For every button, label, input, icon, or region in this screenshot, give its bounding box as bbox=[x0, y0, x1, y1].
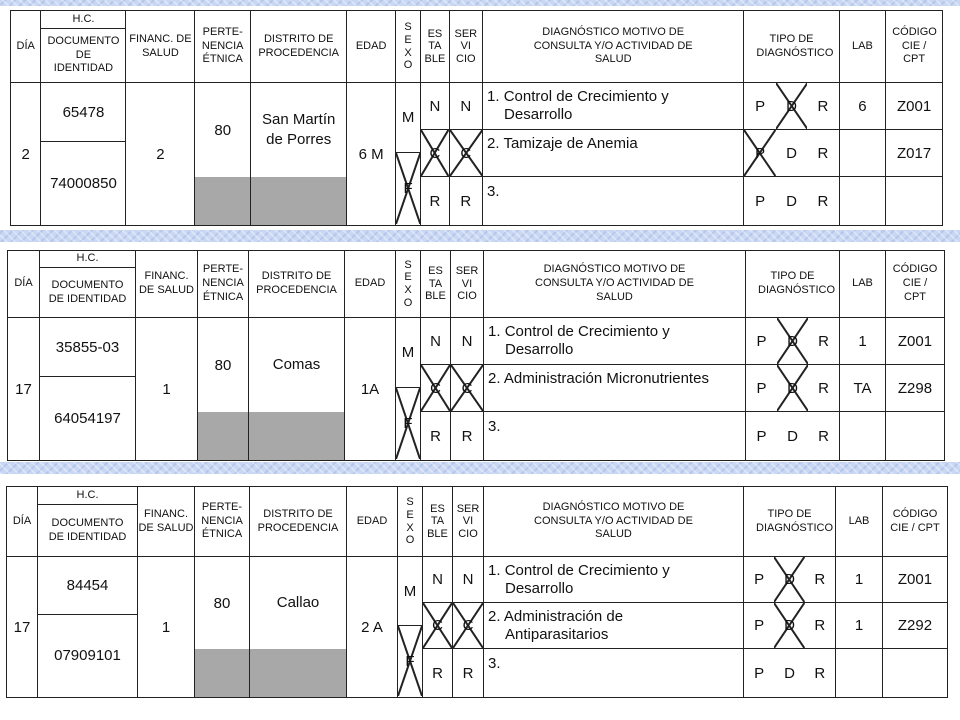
shaded-cell bbox=[195, 177, 250, 225]
header-servicio-part: SER bbox=[455, 265, 479, 278]
cell-codigo[interactable]: Z001 bbox=[886, 318, 945, 365]
estable-value: C bbox=[432, 617, 443, 634]
header-estable-part: BLE bbox=[424, 52, 446, 65]
header-diagnostico bbox=[484, 251, 746, 318]
header-servicio-part: SER bbox=[456, 502, 480, 515]
tipo-d-label: D bbox=[784, 571, 795, 588]
cell-servicio[interactable] bbox=[449, 130, 482, 177]
tipo-r[interactable] bbox=[808, 365, 839, 411]
tipo-p-label: P bbox=[756, 379, 767, 397]
estable-value: N bbox=[430, 332, 441, 350]
header-sexo-letter: E bbox=[404, 271, 412, 284]
tipo-r-label: R bbox=[814, 617, 826, 634]
cell-estable[interactable] bbox=[423, 603, 453, 649]
cell-codigo[interactable]: Z001 bbox=[883, 557, 948, 603]
cell-servicio[interactable] bbox=[449, 83, 482, 130]
header-estable-part: BLE bbox=[425, 290, 446, 303]
cell-servicio[interactable] bbox=[453, 649, 484, 698]
tipo-r[interactable] bbox=[807, 130, 838, 176]
tipo-d-label: D bbox=[784, 617, 795, 634]
diag-line1: Tamizaje de Anemia bbox=[503, 135, 638, 152]
tipo-d[interactable] bbox=[776, 83, 807, 129]
diag-number: 3. bbox=[488, 655, 501, 672]
tipo-p[interactable] bbox=[744, 649, 774, 697]
cell-financ[interactable]: 2 bbox=[126, 83, 195, 226]
distrito-value[interactable]: Comas bbox=[272, 355, 321, 373]
estable-value: R bbox=[429, 192, 441, 210]
header-sexo-letter: E bbox=[404, 33, 412, 46]
header-distrito: DISTRITO DE PROCEDENCIA bbox=[250, 487, 347, 557]
sexo-f-label: F bbox=[403, 415, 413, 432]
tipo-d-label: D bbox=[787, 332, 798, 350]
header-estable bbox=[421, 251, 451, 318]
distrito-value[interactable]: Callao bbox=[276, 593, 320, 611]
sexo-f[interactable] bbox=[396, 388, 420, 459]
header-sexo-letter: S bbox=[404, 21, 412, 34]
cell-hc-documento[interactable] bbox=[40, 318, 136, 461]
pertenencia-value[interactable]: 80 bbox=[214, 356, 232, 374]
cell-pertenencia[interactable] bbox=[195, 83, 251, 226]
tipo-d[interactable] bbox=[774, 649, 804, 697]
sexo-f[interactable] bbox=[398, 626, 422, 696]
header-lab: LAB bbox=[836, 487, 883, 557]
tipo-r-label: R bbox=[817, 144, 829, 162]
header-tipo-text: TIPO DE DIAGNÓSTICO bbox=[758, 270, 836, 296]
tipo-r-label: R bbox=[814, 664, 826, 682]
cell-documento[interactable]: 74000850 bbox=[50, 174, 117, 192]
header-tipo bbox=[744, 11, 839, 83]
tipo-p[interactable] bbox=[746, 412, 777, 460]
cell-lab[interactable] bbox=[836, 649, 883, 698]
tipo-d[interactable] bbox=[776, 130, 807, 176]
estable-value: C bbox=[429, 144, 441, 162]
header-sexo-letter: S bbox=[406, 496, 414, 509]
cell-diagnostico[interactable] bbox=[484, 649, 744, 698]
header-tipo bbox=[746, 251, 840, 318]
cell-lab[interactable]: TA bbox=[840, 365, 886, 412]
header-estable-part: TA bbox=[428, 277, 443, 290]
tipo-d[interactable] bbox=[776, 177, 807, 225]
header-hc: H.C. bbox=[41, 11, 126, 29]
pertenencia-value[interactable]: 80 bbox=[214, 121, 232, 139]
diag-line1: Control de Crecimiento y bbox=[504, 323, 670, 340]
header-diagnostico-text: DIAGNÓSTICO MOTIVO DE CONSULTA Y/O ACTIVIDAD DE SALUD bbox=[535, 263, 694, 303]
diagnosis-row bbox=[11, 83, 943, 130]
header-estable-part: ES bbox=[427, 27, 443, 40]
cell-servicio[interactable] bbox=[451, 412, 484, 461]
diag-number: 3. bbox=[487, 183, 500, 200]
cell-lab[interactable] bbox=[840, 412, 886, 461]
servicio-value: N bbox=[460, 97, 472, 115]
header-estable bbox=[423, 487, 453, 557]
estable-value: R bbox=[430, 427, 441, 445]
cell-distrito[interactable] bbox=[249, 318, 345, 461]
header-estable-part: ES bbox=[430, 502, 445, 515]
cell-codigo[interactable]: Z017 bbox=[886, 130, 943, 177]
cell-servicio[interactable] bbox=[449, 177, 482, 226]
header-tipo bbox=[744, 487, 836, 557]
servicio-value: N bbox=[461, 332, 473, 350]
diag-number: 2. bbox=[488, 370, 501, 387]
diag-line1: Administración Micronutrientes bbox=[503, 370, 709, 387]
sexo-f-label: F bbox=[405, 652, 415, 670]
header-documento-text: DOCUMENTO DE IDENTIDAD bbox=[47, 34, 120, 75]
header-documento bbox=[40, 268, 136, 318]
tipo-r[interactable] bbox=[807, 177, 838, 225]
header-sexo bbox=[395, 11, 420, 83]
tipo-r[interactable] bbox=[807, 83, 838, 129]
cell-tipo-diagnostico[interactable] bbox=[744, 130, 839, 177]
header-sexo-letter: O bbox=[403, 59, 413, 72]
cell-diagnostico[interactable] bbox=[484, 365, 746, 412]
header-estable-part: TA bbox=[428, 40, 442, 53]
tipo-r-label: R bbox=[818, 332, 829, 350]
header-lab: LAB bbox=[839, 11, 886, 83]
header-tipo-text: TIPO DE DIAGNÓSTICO bbox=[756, 32, 834, 59]
cell-tipo-diagnostico[interactable] bbox=[746, 318, 840, 365]
header-hc: H.C. bbox=[40, 251, 136, 268]
cell-diagnostico[interactable] bbox=[484, 318, 746, 365]
header-pertenencia: PERTE-NENCIA ÉTNICA bbox=[195, 487, 250, 557]
distrito-value[interactable]: San Martín de Porres bbox=[261, 110, 336, 148]
header-servicio bbox=[451, 251, 484, 318]
cell-tipo-diagnostico[interactable] bbox=[744, 557, 836, 603]
header-documento-text: DOCUMENTO DE IDENTIDAD bbox=[48, 278, 127, 305]
cell-dia[interactable]: 2 bbox=[11, 83, 41, 226]
diag-line1: Administración de bbox=[503, 607, 624, 625]
header-distrito: DISTRITO DE PROCEDENCIA bbox=[249, 251, 345, 318]
cell-estable[interactable] bbox=[421, 177, 449, 226]
tipo-d[interactable] bbox=[777, 318, 808, 364]
servicio-value: R bbox=[462, 664, 474, 682]
tipo-p[interactable] bbox=[744, 557, 774, 602]
estable-value: R bbox=[432, 664, 443, 682]
cell-hc-documento[interactable] bbox=[41, 83, 126, 226]
tipo-p-label: P bbox=[754, 571, 765, 588]
cell-distrito[interactable] bbox=[251, 83, 347, 226]
sexo-m[interactable]: M bbox=[398, 557, 422, 626]
header-pertenencia: PERTE-NENCIA ÉTNICA bbox=[195, 11, 251, 83]
header-codigo-text: CÓDIGO CIE / CPT bbox=[890, 507, 940, 534]
header-documento bbox=[41, 29, 126, 83]
tipo-r[interactable] bbox=[808, 318, 839, 364]
diag-line2: Desarrollo bbox=[505, 341, 574, 358]
diag-number: 2. bbox=[487, 135, 500, 152]
cell-dia[interactable]: 17 bbox=[8, 318, 40, 461]
header-hc: H.C. bbox=[38, 487, 138, 505]
cell-tipo-diagnostico[interactable] bbox=[744, 177, 839, 226]
cell-codigo[interactable] bbox=[883, 649, 948, 698]
header-codigo bbox=[886, 11, 943, 83]
header-dia: DÍA bbox=[7, 487, 38, 557]
diag-number: 1. bbox=[488, 561, 501, 579]
header-financ: FINANC. DE SALUD bbox=[126, 11, 195, 83]
cell-distrito[interactable] bbox=[250, 557, 347, 698]
cell-estable[interactable] bbox=[421, 130, 449, 177]
cell-estable[interactable] bbox=[423, 649, 453, 698]
estable-value: N bbox=[429, 97, 441, 115]
shaded-cell bbox=[195, 649, 249, 697]
cell-sexo[interactable] bbox=[395, 83, 420, 226]
header-servicio-part: VI bbox=[461, 277, 473, 290]
cell-pertenencia[interactable] bbox=[195, 557, 250, 698]
tipo-d[interactable] bbox=[774, 603, 804, 648]
header-edad: EDAD bbox=[345, 251, 396, 318]
cell-diagnostico[interactable] bbox=[484, 557, 744, 603]
diag-line1: Control de Crecimiento y bbox=[503, 88, 669, 105]
tipo-r-label: R bbox=[817, 97, 829, 115]
header-financ: FINANC. DE SALUD bbox=[138, 487, 195, 557]
cell-servicio[interactable] bbox=[451, 365, 484, 412]
tipo-d[interactable] bbox=[774, 557, 804, 602]
header-diagnostico bbox=[483, 11, 744, 83]
cell-estable[interactable] bbox=[421, 412, 451, 461]
tipo-p-label: P bbox=[756, 332, 767, 350]
cell-diagnostico[interactable] bbox=[483, 83, 744, 130]
diag-line2: Desarrollo bbox=[504, 106, 573, 123]
cell-codigo[interactable] bbox=[886, 412, 945, 461]
header-tipo-text: TIPO DE DIAGNÓSTICO bbox=[756, 507, 834, 534]
tipo-r-label: R bbox=[817, 192, 829, 210]
tipo-d-label: D bbox=[784, 664, 795, 682]
header-dia: DÍA bbox=[11, 11, 41, 83]
tipo-p-label: P bbox=[754, 664, 765, 682]
cell-estable[interactable] bbox=[423, 557, 453, 603]
cell-lab[interactable]: 1 bbox=[836, 557, 883, 603]
header-sexo bbox=[396, 251, 421, 318]
sexo-m[interactable]: M bbox=[396, 318, 420, 388]
tipo-p[interactable] bbox=[746, 318, 777, 364]
cell-servicio[interactable] bbox=[453, 557, 484, 603]
tipo-r-label: R bbox=[814, 571, 826, 588]
cell-servicio[interactable] bbox=[453, 603, 484, 649]
header-estable-part: TA bbox=[430, 515, 445, 528]
cell-tipo-diagnostico[interactable] bbox=[744, 603, 836, 649]
cell-codigo[interactable]: Z001 bbox=[886, 83, 943, 130]
cell-hc[interactable]: 35855-03 bbox=[40, 318, 135, 377]
tipo-d[interactable] bbox=[777, 412, 808, 460]
header-pertenencia: PERTE-NENCIA ÉTNICA bbox=[198, 251, 249, 318]
patient-record-table bbox=[6, 486, 948, 698]
cell-diagnostico[interactable] bbox=[483, 177, 744, 226]
tipo-p-label: P bbox=[755, 192, 766, 210]
cell-lab[interactable]: 6 bbox=[839, 83, 886, 130]
header-estable bbox=[421, 11, 449, 83]
header-servicio bbox=[453, 487, 484, 557]
cell-pertenencia[interactable] bbox=[198, 318, 249, 461]
servicio-value: N bbox=[462, 571, 474, 588]
patient-record-table bbox=[7, 250, 945, 461]
diag-number: 1. bbox=[487, 88, 500, 105]
tipo-p-label: P bbox=[755, 144, 766, 162]
cell-sexo[interactable] bbox=[398, 557, 423, 698]
cell-tipo-diagnostico[interactable] bbox=[744, 83, 839, 130]
header-documento-text: DOCUMENTO DE IDENTIDAD bbox=[48, 516, 127, 543]
header-edad: EDAD bbox=[347, 11, 396, 83]
tipo-d-label: D bbox=[786, 144, 797, 162]
header-sexo-letter: S bbox=[404, 258, 412, 271]
header-codigo-text: CÓDIGO CIE / CPT bbox=[892, 25, 937, 66]
tipo-p[interactable] bbox=[744, 130, 775, 176]
header-servicio-part: CIO bbox=[458, 527, 478, 540]
cell-documento[interactable]: 64054197 bbox=[54, 409, 121, 427]
servicio-value: R bbox=[460, 192, 472, 210]
cell-codigo[interactable] bbox=[886, 177, 943, 226]
header-servicio-part: CIO bbox=[456, 52, 476, 65]
header-servicio-part: SER bbox=[454, 27, 478, 40]
cell-estable[interactable] bbox=[421, 365, 451, 412]
header-servicio bbox=[449, 11, 482, 83]
diag-line2: Antiparasitarios bbox=[505, 625, 609, 643]
header-servicio-part: CIO bbox=[457, 290, 477, 303]
header-servicio-part: VI bbox=[460, 40, 471, 53]
tipo-r-label: R bbox=[818, 427, 829, 445]
header-sexo-letter: X bbox=[404, 284, 412, 296]
cell-lab[interactable]: 1 bbox=[836, 603, 883, 649]
cell-edad[interactable]: 1A bbox=[345, 318, 396, 461]
header-edad: EDAD bbox=[347, 487, 398, 557]
cell-lab[interactable] bbox=[839, 130, 886, 177]
tipo-p-label: P bbox=[754, 617, 765, 634]
shaded-cell bbox=[198, 412, 248, 460]
header-sexo-letter: X bbox=[404, 46, 412, 59]
tipo-d[interactable] bbox=[777, 365, 808, 411]
header-dia: DÍA bbox=[8, 251, 40, 318]
tipo-p-label: P bbox=[756, 427, 767, 445]
tipo-p[interactable] bbox=[746, 365, 777, 411]
header-documento bbox=[38, 505, 138, 557]
header-diagnostico-text: DIAGNÓSTICO MOTIVO DE CONSULTA Y/O ACTIVIDAD DE SALUD bbox=[534, 500, 693, 541]
header-sexo-letter: X bbox=[406, 521, 414, 534]
tipo-r[interactable] bbox=[805, 603, 835, 648]
diag-number: 2. bbox=[488, 607, 501, 625]
tipo-r[interactable] bbox=[805, 649, 835, 697]
header-sexo-letter: O bbox=[403, 296, 413, 309]
tipo-r[interactable] bbox=[805, 557, 835, 602]
header-distrito: DISTRITO DE PROCEDENCIA bbox=[251, 11, 347, 83]
cell-edad[interactable]: 6 M bbox=[347, 83, 396, 226]
cell-hc[interactable]: 65478 bbox=[41, 83, 125, 142]
shaded-cell bbox=[251, 177, 346, 225]
cell-tipo-diagnostico[interactable] bbox=[746, 365, 840, 412]
cell-estable[interactable] bbox=[421, 83, 449, 130]
header-sexo-letter: O bbox=[405, 534, 415, 547]
tipo-d-label: D bbox=[787, 427, 798, 445]
cell-diagnostico[interactable] bbox=[483, 130, 744, 177]
shaded-cell bbox=[250, 649, 346, 697]
cell-codigo[interactable]: Z298 bbox=[886, 365, 945, 412]
header-financ: FINANC. DE SALUD bbox=[136, 251, 198, 318]
cell-lab[interactable] bbox=[839, 177, 886, 226]
estable-value: C bbox=[430, 379, 441, 397]
tipo-p[interactable] bbox=[744, 83, 775, 129]
diag-line1: Control de Crecimiento y bbox=[504, 561, 670, 579]
estable-value: N bbox=[432, 571, 443, 588]
cell-documento[interactable]: 07909101 bbox=[54, 647, 121, 664]
tipo-d-label: D bbox=[787, 379, 798, 397]
tipo-r-label: R bbox=[818, 379, 829, 397]
cell-tipo-diagnostico[interactable] bbox=[746, 412, 840, 461]
diagnosis-row bbox=[7, 557, 948, 603]
cell-sexo[interactable] bbox=[396, 318, 421, 461]
header-codigo-text: CÓDIGO CIE / CPT bbox=[892, 263, 938, 303]
cell-diagnostico[interactable] bbox=[484, 603, 744, 649]
header-estable-part: BLE bbox=[427, 527, 448, 540]
cell-codigo[interactable]: Z292 bbox=[883, 603, 948, 649]
tipo-r[interactable] bbox=[808, 412, 839, 460]
servicio-value: R bbox=[461, 427, 473, 445]
cell-tipo-diagnostico[interactable] bbox=[744, 649, 836, 698]
diagnosis-row bbox=[8, 318, 945, 365]
header-codigo bbox=[883, 487, 948, 557]
tipo-p[interactable] bbox=[744, 603, 774, 648]
header-servicio-part: VI bbox=[462, 515, 474, 528]
servicio-value: C bbox=[461, 379, 473, 397]
cell-hc[interactable]: 84454 bbox=[38, 557, 137, 615]
diag-line2: Desarrollo bbox=[505, 579, 574, 597]
header-lab: LAB bbox=[840, 251, 886, 318]
pertenencia-value[interactable]: 80 bbox=[213, 594, 231, 612]
cell-dia[interactable]: 17 bbox=[7, 557, 38, 698]
diag-number: 1. bbox=[488, 323, 501, 340]
header-diagnostico-text: DIAGNÓSTICO MOTIVO DE CONSULTA Y/O ACTIVIDAD DE SALUD bbox=[533, 25, 693, 66]
tipo-p-label: P bbox=[755, 97, 766, 115]
sexo-m[interactable]: M bbox=[396, 83, 420, 153]
servicio-value: C bbox=[462, 617, 474, 634]
cell-hc-documento[interactable] bbox=[38, 557, 138, 698]
tipo-p[interactable] bbox=[744, 177, 775, 225]
shaded-cell bbox=[249, 412, 344, 460]
patient-record-table bbox=[10, 10, 943, 226]
servicio-value: C bbox=[460, 144, 472, 162]
tipo-d-label: D bbox=[786, 192, 797, 210]
cell-lab[interactable]: 1 bbox=[840, 318, 886, 365]
header-codigo bbox=[886, 251, 945, 318]
sexo-f-label: F bbox=[403, 180, 413, 197]
cell-estable[interactable] bbox=[421, 318, 451, 365]
cell-edad[interactable]: 2 A bbox=[347, 557, 398, 698]
diag-number: 3. bbox=[488, 418, 501, 435]
sexo-f[interactable] bbox=[396, 153, 420, 224]
cell-diagnostico[interactable] bbox=[484, 412, 746, 461]
tipo-d-label: D bbox=[786, 97, 797, 115]
header-sexo-letter: E bbox=[406, 508, 414, 521]
header-estable-part: ES bbox=[428, 265, 443, 278]
cell-financ[interactable]: 1 bbox=[136, 318, 198, 461]
header-diagnostico bbox=[484, 487, 744, 557]
header-sexo bbox=[398, 487, 423, 557]
cell-servicio[interactable] bbox=[451, 318, 484, 365]
cell-financ[interactable]: 1 bbox=[138, 557, 195, 698]
